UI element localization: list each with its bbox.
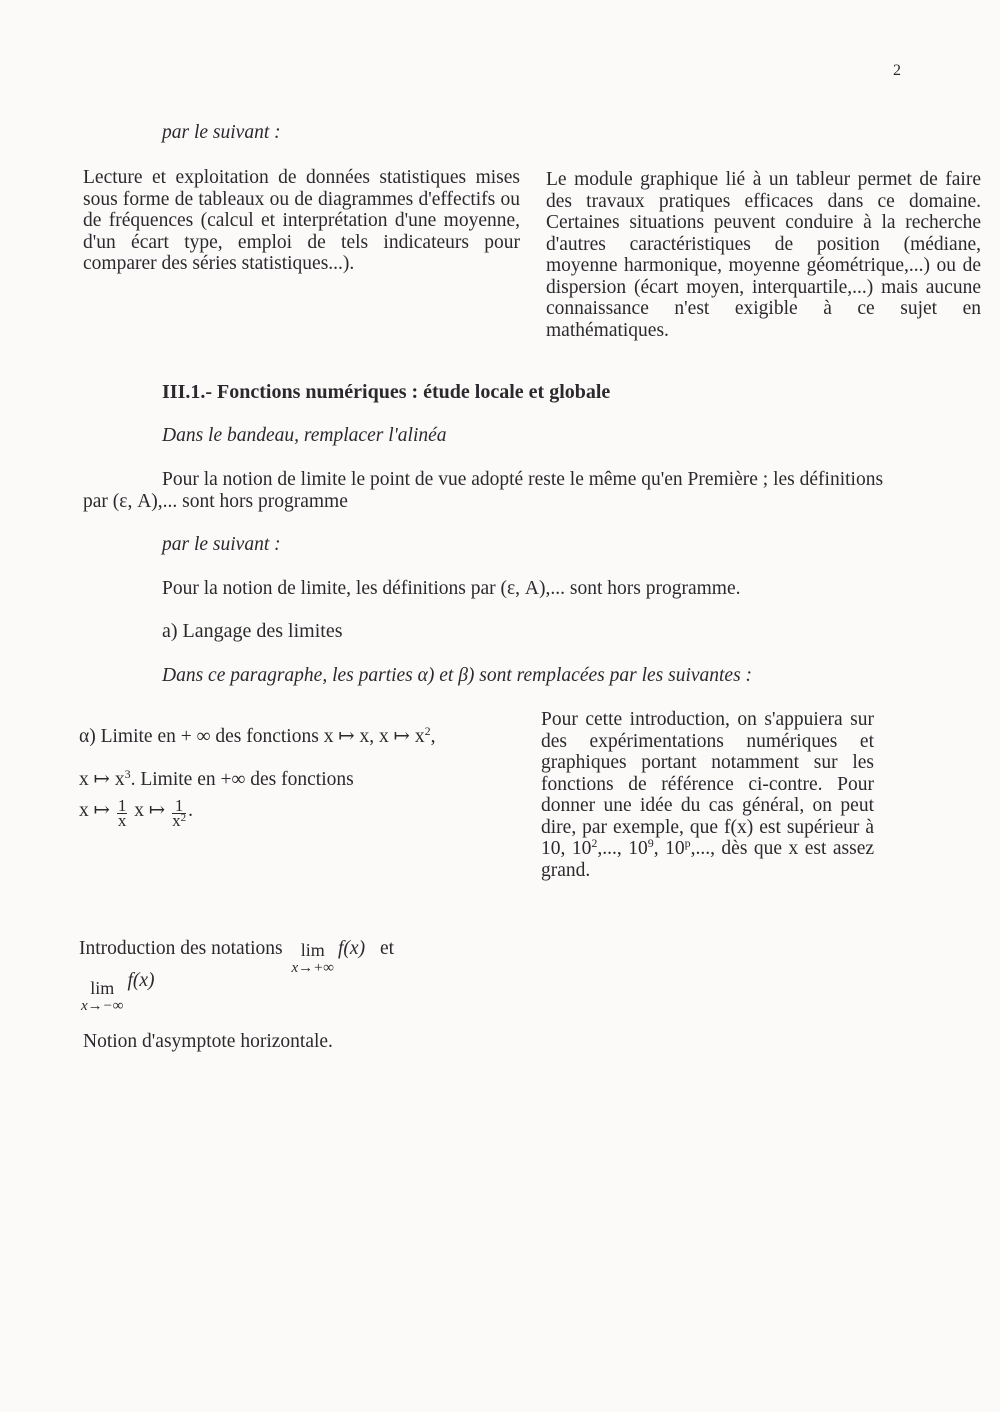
subsection-heading: a) Langage des limites	[162, 620, 343, 642]
instruction-par-le-suivant: par le suivant :	[162, 122, 281, 143]
new-paragraph: Pour la notion de limite, les définitions par (ε, A),... sont hors programme.	[162, 578, 741, 599]
lim-minus-infinity: lim x→−∞	[81, 978, 124, 1014]
right-note-paragraph: Pour cette introduction, on s'appuiera sur des expérimentations numériques et graphiques portant notamment sur les fonctions de référence ci-contre. Pour donner une idée du cas général, on peut dire, par exemple, que f(x) est supérieur à 10, $10^2$,..., $10^9$, 10$^p$,..., dès que x est assez grand.	[541, 709, 875, 881]
alpha-line-1: α) Limite en + ∞ des fonctions x ↦ x, x ↦ $x^2$,	[79, 724, 436, 747]
instruction-par-le-suivant-2: par le suivant :	[162, 534, 281, 555]
page-number: 2	[893, 62, 901, 79]
left-column-paragraph: Lecture et exploitation de données statistiques mises sous forme de tableaux ou de diagrammes d'effectifs ou de fréquences (calcul et interprétation d'une moyenne, d'un écart type, emploi de tels indicateurs pour comparer des séries statistiques...).	[83, 167, 520, 274]
alpha-line-3: x ↦ $\frac{1}{x}$ x ↦ $\frac{1}{x^2}$ .	[79, 796, 193, 830]
asymptote-line: Notion d'asymptote horizontale.	[83, 1031, 333, 1052]
lim-plus-infinity: lim x→+∞	[291, 940, 334, 976]
old-paragraph: Pour la notion de limite le point de vue adopté reste le même qu'en Première ; les définitions par (ε, A),... sont hors programme	[83, 469, 884, 512]
right-column-paragraph: Le module graphique lié à un tableur permet de faire des travaux pratiques efficaces dans ce domaine. Certaines situations peuvent conduire à la recherche d'autres caractéristiques de position (médiane, moyenne harmonique, moyenne géométrique,...) ou de dispersion (écart moyen, interquartile,...) mais aucune connaissance n'est exigible à ce sujet en mathématiques.	[546, 169, 981, 341]
fraction-one-over-x-squared: $\frac{1}{x^2}$	[172, 796, 187, 830]
paragraph-instruction: Dans ce paragraphe, les parties α) et β) sont remplacées par les suivantes :	[162, 665, 753, 686]
notations-line: Introduction des notations lim x→+∞ f(x) et	[79, 938, 395, 976]
alpha-line-2: x ↦ $x^3$. Limite en +∞ des fonctions	[79, 767, 354, 790]
fraction-one-over-x: $\frac{1}{x}$	[117, 796, 127, 830]
section-heading: III.1.- Fonctions numériques : étude locale et globale	[162, 381, 611, 403]
bandeau-instruction: Dans le bandeau, remplacer l'alinéa	[162, 425, 447, 446]
lim-minus-infinity-line: lim x→−∞ f(x)	[81, 970, 155, 1014]
